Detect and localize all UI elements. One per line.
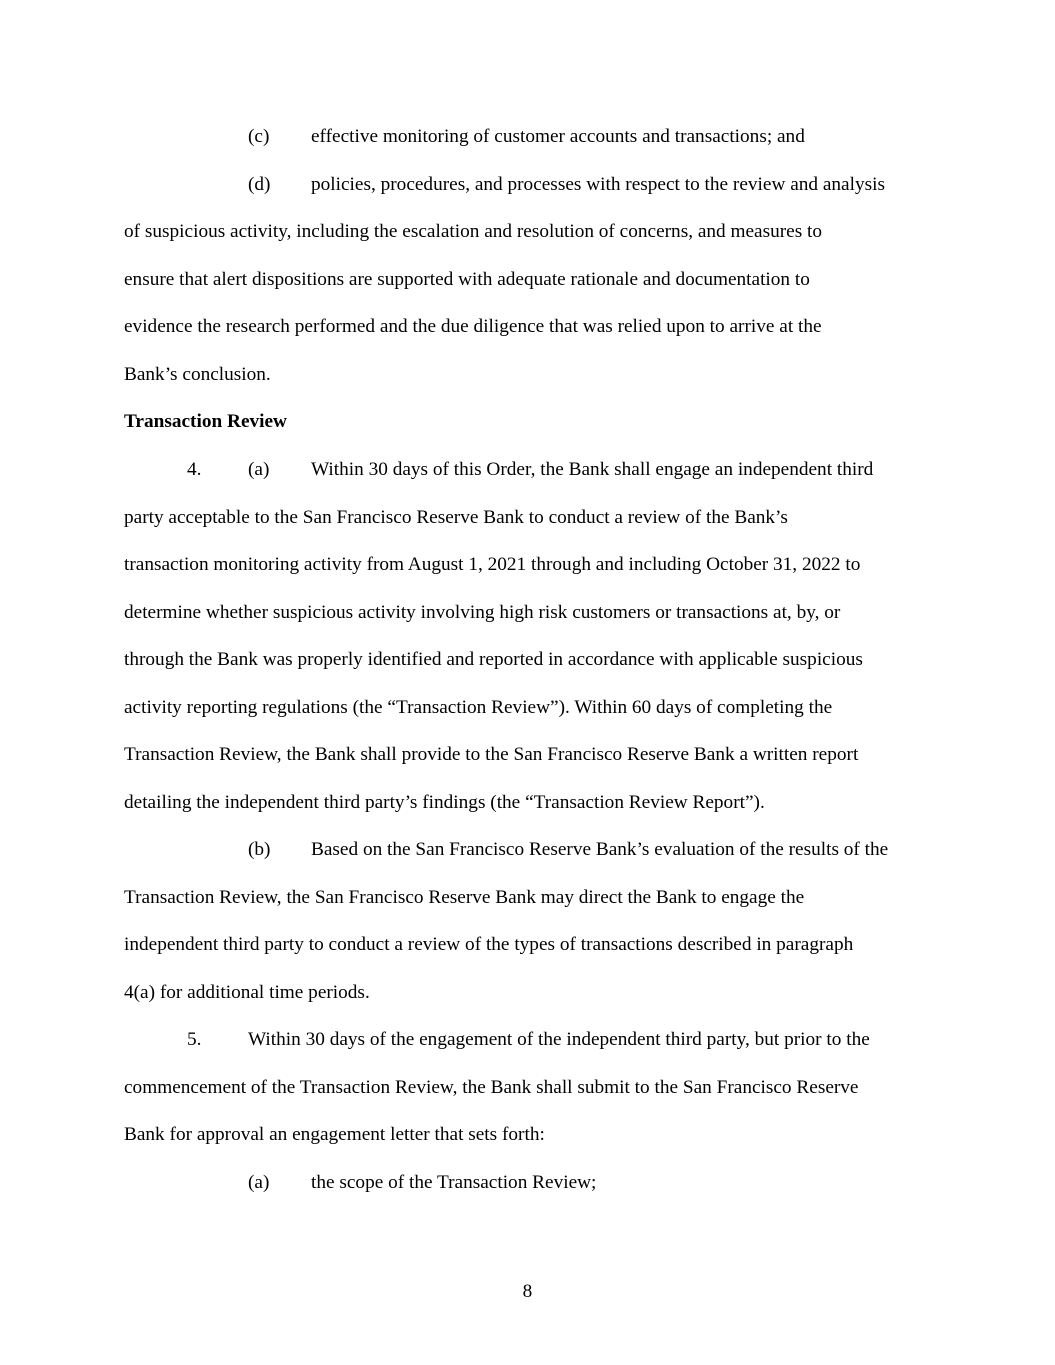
para-5-line-1: Within 30 days of the engagement of the independent third party, but prior to the — [248, 1029, 870, 1050]
para-4a-line-3: transaction monitoring activity from August 1, 2021 through and including October 31, 2022 to — [124, 554, 861, 575]
item-d-line-3: ensure that alert dispositions are supported with adequate rationale and documentation to — [124, 269, 810, 290]
para-5a-text: the scope of the Transaction Review; — [311, 1172, 597, 1193]
para-4b-label: (b) — [248, 839, 271, 860]
para-5-line-3: Bank for approval an engagement letter that sets forth: — [124, 1124, 545, 1145]
para-4b-line-1: Based on the San Francisco Reserve Bank’s evaluation of the results of the — [311, 839, 889, 860]
item-c-label: (c) — [248, 126, 270, 147]
section-heading: Transaction Review — [124, 411, 287, 432]
item-d-line-1: policies, procedures, and processes with respect to the review and analysis — [311, 174, 885, 195]
para-5-line-2: commencement of the Transaction Review, the Bank shall submit to the San Francisco Reserve — [124, 1077, 859, 1098]
para-4-number: 4. — [187, 459, 202, 480]
para-4b-line-2: Transaction Review, the San Francisco Reserve Bank may direct the Bank to engage the — [124, 887, 805, 908]
item-d-line-4: evidence the research performed and the due diligence that was relied upon to arrive at the — [124, 316, 822, 337]
item-d-line-2: of suspicious activity, including the escalation and resolution of concerns, and measures to — [124, 221, 823, 242]
para-4a-line-4: determine whether suspicious activity involving high risk customers or transactions at, by, or — [124, 602, 841, 623]
para-4a-line-7: Transaction Review, the Bank shall provide to the San Francisco Reserve Bank a written report — [124, 744, 859, 765]
item-d-line-5: Bank’s conclusion. — [124, 364, 271, 385]
para-5a-label: (a) — [248, 1172, 270, 1193]
page-number: 8 — [522, 1281, 533, 1302]
para-4a-line-5: through the Bank was properly identified and reported in accordance with applicable suspicious — [124, 649, 863, 670]
para-4a-line-2: party acceptable to the San Francisco Reserve Bank to conduct a review of the Bank’s — [124, 507, 788, 528]
para-4a-line-6: activity reporting regulations (the “Transaction Review”). Within 60 days of completing the — [124, 697, 833, 718]
item-d-label: (d) — [248, 174, 271, 195]
para-4b-line-4: 4(a) for additional time periods. — [124, 982, 370, 1003]
para-5-number: 5. — [187, 1029, 202, 1050]
para-4a-label: (a) — [248, 459, 270, 480]
para-4a-line-8: detailing the independent third party’s findings (the “Transaction Review Report”). — [124, 792, 765, 813]
para-4b-line-3: independent third party to conduct a review of the types of transactions described in paragraph — [124, 934, 854, 955]
item-c-text: effective monitoring of customer accounts and transactions; and — [311, 126, 805, 147]
para-4a-line-1: Within 30 days of this Order, the Bank shall engage an independent third — [311, 459, 874, 480]
